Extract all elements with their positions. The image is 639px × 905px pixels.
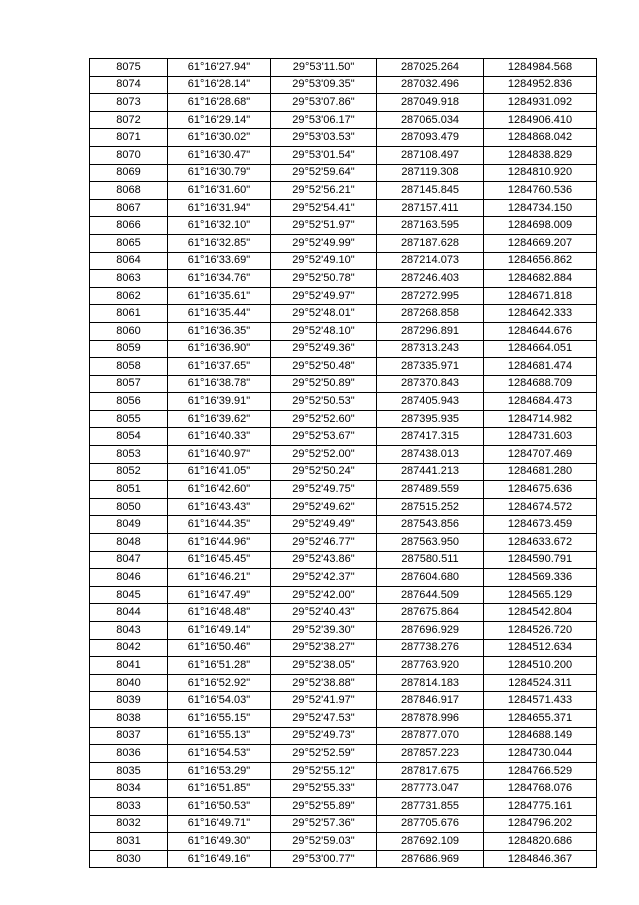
- latitude-cell: 61°16'40.97": [168, 446, 271, 464]
- table-row: [90, 657, 597, 675]
- y-coordinate-cell: 1284796.202: [484, 815, 597, 833]
- x-coordinate-cell: 287692.109: [377, 833, 484, 851]
- table-row: [90, 146, 597, 164]
- table-row: [90, 569, 597, 587]
- point-number-cell: 8040: [90, 674, 168, 692]
- latitude-cell: 61°16'49.14": [168, 622, 271, 640]
- y-coordinate-cell: 1284698.009: [484, 217, 597, 235]
- table-row: [90, 375, 597, 393]
- longitude-cell: 29°52'49.99": [271, 234, 377, 252]
- y-coordinate-cell: 1284569.336: [484, 569, 597, 587]
- latitude-cell: 61°16'49.30": [168, 833, 271, 851]
- table-row: [90, 797, 597, 815]
- x-coordinate-cell: 287604.680: [377, 569, 484, 587]
- x-coordinate-cell: 287214.073: [377, 252, 484, 270]
- point-number-cell: 8072: [90, 111, 168, 129]
- longitude-cell: 29°52'49.10": [271, 252, 377, 270]
- point-number-cell: 8046: [90, 569, 168, 587]
- y-coordinate-cell: 1284688.709: [484, 375, 597, 393]
- latitude-cell: 61°16'51.85": [168, 780, 271, 798]
- y-coordinate-cell: 1284664.051: [484, 340, 597, 358]
- table-row: [90, 287, 597, 305]
- table-row: [90, 59, 597, 77]
- latitude-cell: 61°16'28.68": [168, 94, 271, 112]
- y-coordinate-cell: 1284524.311: [484, 674, 597, 692]
- longitude-cell: 29°52'55.33": [271, 780, 377, 798]
- latitude-cell: 61°16'52.92": [168, 674, 271, 692]
- longitude-cell: 29°52'48.10": [271, 322, 377, 340]
- table-row: [90, 551, 597, 569]
- x-coordinate-cell: 287032.496: [377, 76, 484, 94]
- y-coordinate-cell: 1284669.207: [484, 234, 597, 252]
- point-number-cell: 8071: [90, 129, 168, 147]
- longitude-cell: 29°52'57.36": [271, 815, 377, 833]
- point-number-cell: 8057: [90, 375, 168, 393]
- point-number-cell: 8068: [90, 182, 168, 200]
- table-row: [90, 463, 597, 481]
- table-row: [90, 815, 597, 833]
- table-row: [90, 516, 597, 534]
- y-coordinate-cell: 1284838.829: [484, 146, 597, 164]
- longitude-cell: 29°52'42.37": [271, 569, 377, 587]
- longitude-cell: 29°52'52.59": [271, 745, 377, 763]
- point-number-cell: 8065: [90, 234, 168, 252]
- point-number-cell: 8075: [90, 59, 168, 77]
- table-row: [90, 639, 597, 657]
- point-number-cell: 8070: [90, 146, 168, 164]
- point-number-cell: 8048: [90, 534, 168, 552]
- point-number-cell: 8045: [90, 586, 168, 604]
- y-coordinate-cell: 1284673.459: [484, 516, 597, 534]
- x-coordinate-cell: 287417.315: [377, 428, 484, 446]
- table-row: [90, 709, 597, 727]
- x-coordinate-cell: 287563.950: [377, 534, 484, 552]
- table-row: [90, 358, 597, 376]
- latitude-cell: 61°16'48.48": [168, 604, 271, 622]
- latitude-cell: 61°16'50.53": [168, 797, 271, 815]
- latitude-cell: 61°16'30.47": [168, 146, 271, 164]
- y-coordinate-cell: 1284810.920: [484, 164, 597, 182]
- longitude-cell: 29°52'56.21": [271, 182, 377, 200]
- table-row: [90, 410, 597, 428]
- x-coordinate-cell: 287246.403: [377, 270, 484, 288]
- point-number-cell: 8056: [90, 393, 168, 411]
- longitude-cell: 29°52'52.00": [271, 446, 377, 464]
- x-coordinate-cell: 287119.308: [377, 164, 484, 182]
- latitude-cell: 61°16'31.94": [168, 199, 271, 217]
- y-coordinate-cell: 1284931.092: [484, 94, 597, 112]
- table-row: [90, 217, 597, 235]
- x-coordinate-cell: 287580.511: [377, 551, 484, 569]
- point-number-cell: 8052: [90, 463, 168, 481]
- longitude-cell: 29°52'51.97": [271, 217, 377, 235]
- table-row: [90, 199, 597, 217]
- y-coordinate-cell: 1284682.884: [484, 270, 597, 288]
- y-coordinate-cell: 1284984.568: [484, 59, 597, 77]
- point-number-cell: 8073: [90, 94, 168, 112]
- table-row: [90, 481, 597, 499]
- point-number-cell: 8044: [90, 604, 168, 622]
- longitude-cell: 29°53'11.50": [271, 59, 377, 77]
- y-coordinate-cell: 1284675.636: [484, 481, 597, 499]
- x-coordinate-cell: 287489.559: [377, 481, 484, 499]
- latitude-cell: 61°16'43.43": [168, 498, 271, 516]
- longitude-cell: 29°52'50.24": [271, 463, 377, 481]
- table-row: [90, 76, 597, 94]
- point-number-cell: 8037: [90, 727, 168, 745]
- point-number-cell: 8043: [90, 622, 168, 640]
- y-coordinate-cell: 1284684.473: [484, 393, 597, 411]
- point-number-cell: 8055: [90, 410, 168, 428]
- latitude-cell: 61°16'44.96": [168, 534, 271, 552]
- y-coordinate-cell: 1284510.200: [484, 657, 597, 675]
- y-coordinate-cell: 1284768.076: [484, 780, 597, 798]
- x-coordinate-cell: 287857.223: [377, 745, 484, 763]
- y-coordinate-cell: 1284656.862: [484, 252, 597, 270]
- longitude-cell: 29°52'39.30": [271, 622, 377, 640]
- point-number-cell: 8031: [90, 833, 168, 851]
- latitude-cell: 61°16'47.49": [168, 586, 271, 604]
- point-number-cell: 8051: [90, 481, 168, 499]
- y-coordinate-cell: 1284730.044: [484, 745, 597, 763]
- y-coordinate-cell: 1284714.982: [484, 410, 597, 428]
- latitude-cell: 61°16'39.91": [168, 393, 271, 411]
- table-row: [90, 692, 597, 710]
- latitude-cell: 61°16'30.02": [168, 129, 271, 147]
- point-number-cell: 8041: [90, 657, 168, 675]
- y-coordinate-cell: 1284655.371: [484, 709, 597, 727]
- point-number-cell: 8053: [90, 446, 168, 464]
- longitude-cell: 29°53'07.86": [271, 94, 377, 112]
- y-coordinate-cell: 1284681.280: [484, 463, 597, 481]
- table-row: [90, 446, 597, 464]
- point-number-cell: 8062: [90, 287, 168, 305]
- latitude-cell: 61°16'49.71": [168, 815, 271, 833]
- longitude-cell: 29°52'48.01": [271, 305, 377, 323]
- y-coordinate-cell: 1284512.634: [484, 639, 597, 657]
- table-row: [90, 234, 597, 252]
- x-coordinate-cell: 287370.843: [377, 375, 484, 393]
- latitude-cell: 61°16'33.69": [168, 252, 271, 270]
- longitude-cell: 29°52'47.53": [271, 709, 377, 727]
- y-coordinate-cell: 1284633.672: [484, 534, 597, 552]
- x-coordinate-cell: 287738.276: [377, 639, 484, 657]
- point-number-cell: 8030: [90, 850, 168, 868]
- table-row: [90, 498, 597, 516]
- longitude-cell: 29°52'52.60": [271, 410, 377, 428]
- x-coordinate-cell: 287065.034: [377, 111, 484, 129]
- point-number-cell: 8042: [90, 639, 168, 657]
- latitude-cell: 61°16'40.33": [168, 428, 271, 446]
- longitude-cell: 29°52'49.36": [271, 340, 377, 358]
- table-row: [90, 340, 597, 358]
- point-number-cell: 8066: [90, 217, 168, 235]
- table-row: [90, 428, 597, 446]
- point-number-cell: 8058: [90, 358, 168, 376]
- latitude-cell: 61°16'38.78": [168, 375, 271, 393]
- y-coordinate-cell: 1284846.367: [484, 850, 597, 868]
- x-coordinate-cell: 287145.845: [377, 182, 484, 200]
- x-coordinate-cell: 287814.183: [377, 674, 484, 692]
- longitude-cell: 29°52'38.27": [271, 639, 377, 657]
- y-coordinate-cell: 1284674.572: [484, 498, 597, 516]
- table-row: [90, 622, 597, 640]
- y-coordinate-cell: 1284868.042: [484, 129, 597, 147]
- longitude-cell: 29°52'38.88": [271, 674, 377, 692]
- point-number-cell: 8038: [90, 709, 168, 727]
- table-row: [90, 850, 597, 868]
- longitude-cell: 29°52'46.77": [271, 534, 377, 552]
- latitude-cell: 61°16'32.85": [168, 234, 271, 252]
- x-coordinate-cell: 287817.675: [377, 762, 484, 780]
- longitude-cell: 29°52'59.64": [271, 164, 377, 182]
- table-row: [90, 94, 597, 112]
- x-coordinate-cell: 287268.858: [377, 305, 484, 323]
- longitude-cell: 29°52'40.43": [271, 604, 377, 622]
- point-number-cell: 8059: [90, 340, 168, 358]
- longitude-cell: 29°53'03.53": [271, 129, 377, 147]
- y-coordinate-cell: 1284707.469: [484, 446, 597, 464]
- x-coordinate-cell: 287272.995: [377, 287, 484, 305]
- latitude-cell: 61°16'42.60": [168, 481, 271, 499]
- point-number-cell: 8061: [90, 305, 168, 323]
- latitude-cell: 61°16'31.60": [168, 182, 271, 200]
- latitude-cell: 61°16'27.94": [168, 59, 271, 77]
- latitude-cell: 61°16'32.10": [168, 217, 271, 235]
- y-coordinate-cell: 1284820.686: [484, 833, 597, 851]
- point-number-cell: 8033: [90, 797, 168, 815]
- latitude-cell: 61°16'30.79": [168, 164, 271, 182]
- table-row: [90, 762, 597, 780]
- y-coordinate-cell: 1284542.804: [484, 604, 597, 622]
- x-coordinate-cell: 287696.929: [377, 622, 484, 640]
- x-coordinate-cell: 287686.969: [377, 850, 484, 868]
- longitude-cell: 29°52'50.89": [271, 375, 377, 393]
- latitude-cell: 61°16'35.61": [168, 287, 271, 305]
- latitude-cell: 61°16'55.13": [168, 727, 271, 745]
- y-coordinate-cell: 1284642.333: [484, 305, 597, 323]
- point-number-cell: 8069: [90, 164, 168, 182]
- y-coordinate-cell: 1284565.129: [484, 586, 597, 604]
- point-number-cell: 8049: [90, 516, 168, 534]
- table-row: [90, 727, 597, 745]
- table-row: [90, 252, 597, 270]
- table-row: [90, 111, 597, 129]
- latitude-cell: 61°16'44.35": [168, 516, 271, 534]
- longitude-cell: 29°52'42.00": [271, 586, 377, 604]
- y-coordinate-cell: 1284644.676: [484, 322, 597, 340]
- x-coordinate-cell: 287515.252: [377, 498, 484, 516]
- x-coordinate-cell: 287163.595: [377, 217, 484, 235]
- latitude-cell: 61°16'55.15": [168, 709, 271, 727]
- latitude-cell: 61°16'54.53": [168, 745, 271, 763]
- x-coordinate-cell: 287438.013: [377, 446, 484, 464]
- x-coordinate-cell: 287049.918: [377, 94, 484, 112]
- table-row: [90, 270, 597, 288]
- x-coordinate-cell: 287405.943: [377, 393, 484, 411]
- latitude-cell: 61°16'53.29": [168, 762, 271, 780]
- x-coordinate-cell: 287157.411: [377, 199, 484, 217]
- y-coordinate-cell: 1284571.433: [484, 692, 597, 710]
- longitude-cell: 29°53'09.35": [271, 76, 377, 94]
- longitude-cell: 29°53'01.54": [271, 146, 377, 164]
- latitude-cell: 61°16'34.76": [168, 270, 271, 288]
- longitude-cell: 29°52'49.62": [271, 498, 377, 516]
- longitude-cell: 29°52'59.03": [271, 833, 377, 851]
- longitude-cell: 29°52'38.05": [271, 657, 377, 675]
- y-coordinate-cell: 1284734.150: [484, 199, 597, 217]
- longitude-cell: 29°52'55.89": [271, 797, 377, 815]
- point-number-cell: 8050: [90, 498, 168, 516]
- longitude-cell: 29°52'50.78": [271, 270, 377, 288]
- latitude-cell: 61°16'35.44": [168, 305, 271, 323]
- x-coordinate-cell: 287705.676: [377, 815, 484, 833]
- x-coordinate-cell: 287763.920: [377, 657, 484, 675]
- longitude-cell: 29°52'54.41": [271, 199, 377, 217]
- coordinate-table: [89, 58, 597, 868]
- longitude-cell: 29°52'41.97": [271, 692, 377, 710]
- x-coordinate-cell: 287296.891: [377, 322, 484, 340]
- table-row: [90, 604, 597, 622]
- latitude-cell: 61°16'49.16": [168, 850, 271, 868]
- latitude-cell: 61°16'36.90": [168, 340, 271, 358]
- point-number-cell: 8032: [90, 815, 168, 833]
- point-number-cell: 8039: [90, 692, 168, 710]
- table-row: [90, 164, 597, 182]
- y-coordinate-cell: 1284681.474: [484, 358, 597, 376]
- longitude-cell: 29°52'53.67": [271, 428, 377, 446]
- longitude-cell: 29°52'43.86": [271, 551, 377, 569]
- longitude-cell: 29°52'49.97": [271, 287, 377, 305]
- x-coordinate-cell: 287313.243: [377, 340, 484, 358]
- table-row: [90, 322, 597, 340]
- y-coordinate-cell: 1284688.149: [484, 727, 597, 745]
- table-row: [90, 745, 597, 763]
- latitude-cell: 61°16'41.05": [168, 463, 271, 481]
- point-number-cell: 8034: [90, 780, 168, 798]
- latitude-cell: 61°16'45.45": [168, 551, 271, 569]
- point-number-cell: 8064: [90, 252, 168, 270]
- x-coordinate-cell: 287731.855: [377, 797, 484, 815]
- table-row: [90, 586, 597, 604]
- table-row: [90, 674, 597, 692]
- y-coordinate-cell: 1284731.603: [484, 428, 597, 446]
- longitude-cell: 29°52'49.49": [271, 516, 377, 534]
- x-coordinate-cell: 287335.971: [377, 358, 484, 376]
- point-number-cell: 8067: [90, 199, 168, 217]
- table-row: [90, 182, 597, 200]
- longitude-cell: 29°53'00.77": [271, 850, 377, 868]
- latitude-cell: 61°16'29.14": [168, 111, 271, 129]
- x-coordinate-cell: 287644.509: [377, 586, 484, 604]
- table-row: [90, 305, 597, 323]
- longitude-cell: 29°52'49.73": [271, 727, 377, 745]
- x-coordinate-cell: 287093.479: [377, 129, 484, 147]
- x-coordinate-cell: 287877.070: [377, 727, 484, 745]
- point-number-cell: 8060: [90, 322, 168, 340]
- latitude-cell: 61°16'50.46": [168, 639, 271, 657]
- latitude-cell: 61°16'36.35": [168, 322, 271, 340]
- point-number-cell: 8063: [90, 270, 168, 288]
- x-coordinate-cell: 287878.996: [377, 709, 484, 727]
- y-coordinate-cell: 1284775.161: [484, 797, 597, 815]
- x-coordinate-cell: 287025.264: [377, 59, 484, 77]
- coordinate-table-body: [90, 59, 597, 868]
- y-coordinate-cell: 1284906.410: [484, 111, 597, 129]
- latitude-cell: 61°16'51.28": [168, 657, 271, 675]
- x-coordinate-cell: 287395.935: [377, 410, 484, 428]
- point-number-cell: 8054: [90, 428, 168, 446]
- table-row: [90, 833, 597, 851]
- latitude-cell: 61°16'28.14": [168, 76, 271, 94]
- point-number-cell: 8036: [90, 745, 168, 763]
- y-coordinate-cell: 1284671.818: [484, 287, 597, 305]
- y-coordinate-cell: 1284590.791: [484, 551, 597, 569]
- latitude-cell: 61°16'37.65": [168, 358, 271, 376]
- x-coordinate-cell: 287543.856: [377, 516, 484, 534]
- x-coordinate-cell: 287846.917: [377, 692, 484, 710]
- x-coordinate-cell: 287773.047: [377, 780, 484, 798]
- x-coordinate-cell: 287187.628: [377, 234, 484, 252]
- longitude-cell: 29°52'50.53": [271, 393, 377, 411]
- table-row: [90, 534, 597, 552]
- y-coordinate-cell: 1284526.720: [484, 622, 597, 640]
- latitude-cell: 61°16'54.03": [168, 692, 271, 710]
- table-row: [90, 129, 597, 147]
- y-coordinate-cell: 1284760.536: [484, 182, 597, 200]
- table-row: [90, 780, 597, 798]
- point-number-cell: 8074: [90, 76, 168, 94]
- point-number-cell: 8035: [90, 762, 168, 780]
- latitude-cell: 61°16'46.21": [168, 569, 271, 587]
- point-number-cell: 8047: [90, 551, 168, 569]
- x-coordinate-cell: 287441.213: [377, 463, 484, 481]
- x-coordinate-cell: 287108.497: [377, 146, 484, 164]
- y-coordinate-cell: 1284766.529: [484, 762, 597, 780]
- longitude-cell: 29°53'06.17": [271, 111, 377, 129]
- table-row: [90, 393, 597, 411]
- longitude-cell: 29°52'55.12": [271, 762, 377, 780]
- x-coordinate-cell: 287675.864: [377, 604, 484, 622]
- longitude-cell: 29°52'50.48": [271, 358, 377, 376]
- latitude-cell: 61°16'39.62": [168, 410, 271, 428]
- longitude-cell: 29°52'49.75": [271, 481, 377, 499]
- y-coordinate-cell: 1284952.836: [484, 76, 597, 94]
